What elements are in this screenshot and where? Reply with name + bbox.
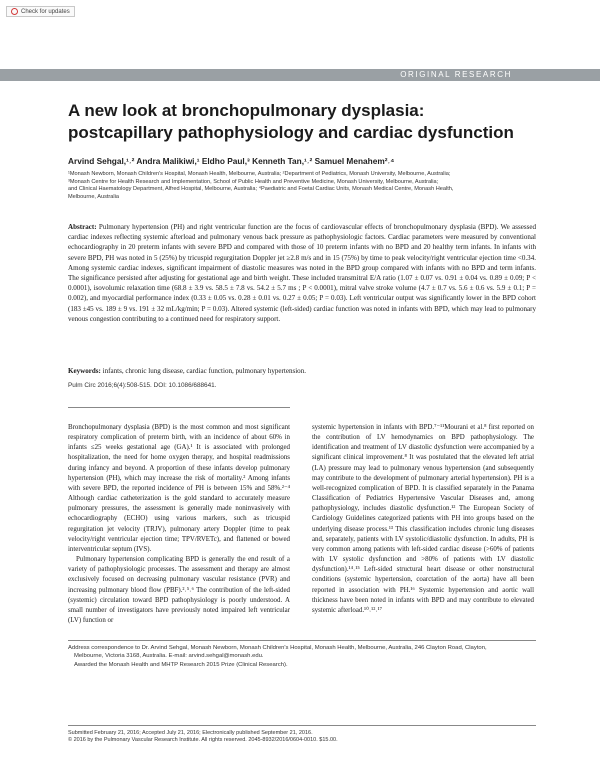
keywords-label: Keywords: [68,367,101,375]
affiliation-line: and Clinical Haematology Department, Alfred Hospital, Melbourne, Australia; ⁴Paediatric and Foetal Cardiac Units, Monash Medical Centre, Monash Health, [68,186,454,193]
divider [68,640,536,641]
correspondence-line: Address correspondence to Dr. Arvind Sehgal, Monash Newborn, Monash Children's Hospital, Monash Health, Melbourne, Australia, 246 Clayton Road, Clayton, [68,645,487,651]
keywords-text: infants, chronic lung disease, cardiac function, pulmonary hypertension. [102,367,306,375]
abstract [68,222,536,324]
citation: Pulm Circ 2016;6(4):508-515. DOI: 10.1086/688641. [68,382,217,389]
affiliation-line: ¹Monash Newborn, Monash Children's Hospital, Monash Health, Melbourne, Australia; ²Department of Pediatrics, Monash University, Melbourne, Australia; [68,171,451,177]
correspondence-line: Awarded the Monash Health and MHTP Research 2015 Prize (Clinical Research). [74,661,288,668]
abstract-label: Abstract: [68,223,97,231]
section-bar [0,69,600,81]
body-paragraph: Pulmonary hypertension complicating BPD is generally the end result of a variety of pathophysiologic processes. The assessment and therapy are almost exclusively focused on decreasing pulmonary vascular resistance (PVR) and increasing pulmonary blood flow (PBF).²˒⁵˒⁶ The contribution of the left-sided (systemic) circulation toward BPD pathophysiology is poorly understood. A small number of investigators have previously noted impaired left ventricular (LV) function or [68,556,290,624]
affiliation-line: ³Monash Centre for Health Research and Implementation, School of Public Health and Preventive Medicine, Monash University, Melbourne, Australia; [68,178,439,185]
abstract-text: Pulmonary hypertension (PH) and right ventricular function are the focus of cardiovascular effects of bronchopulmonary dysplasia (BPD). We assessed cardiac indexes reflecting systemic afterload and pulmonary venous back pressure as pathophysiologic factors. Cardiac parameters were measured by conventional echocardiography in 20 preterm infants with severe BPD and compared with those of 10 preterm infants with no BPD and 20 healthy term infants. In infants with severe BPD, PH was noted in 5 (25%) by tricuspid regurgitation Doppler jet ≥2.8 m/s and in 15 (75%) by time to peak velocity/right ventricular ejection time <0.34. Among systemic cardiac indexes, significant impairment of diastolic measures was noted in the BPD group compared with infants with no BPD and term infants. The significance persisted after adjusting for gestational age and birth weight. These included transmitral E/A ratio (1.07 ± 0.07 vs. 0.91 ± 0.04 vs. 0.89 ± 0.09; P < 0.0001), isovolumic relaxation time (68.8 ± 3.9 vs. 58.5 ± 7.8 vs. 54.2 ± 5.7 ms ; P < 0.0001), mitral valve stroke volume (4.7 ± 0.7 vs. 5.6 ± 0.6 vs. 5.9 ± 0.1; P = 0.002), and myocardial performance index (0.33 ± 0.05 vs. 0.28 ± 0.01 vs. 0.27 ± 0.05; P = 0.03). Left ventricular output was significantly lower in the BPD cohort (183 ±45 vs. 189 ± 9 vs. 191 ± 32 mL/kg/min; P = 0.03). Altered systemic (left-sided) cardiac function was noted in infants with BPD, which may lead to pulmonary venous congestion contributing to a continued need for respiratory support. [68,223,537,323]
body-column-left [68,423,290,626]
section-label: ORIGINAL RESEARCH [400,70,512,79]
divider [68,407,290,408]
affiliations [68,171,538,201]
crossmark-icon [11,8,18,15]
publication-footnote [68,730,538,745]
divider [68,725,536,726]
keywords [68,367,536,375]
correspondence-line: Melbourne, Victoria 3168, Australia. E-mail: arvind.sehgal@monash.edu. [74,653,264,660]
correspondence [68,644,536,669]
affiliation-line: Melbourne, Australia [68,193,119,200]
body-paragraph: systemic hypertension in infants with BPD.⁷⁻¹¹Mourani et al.⁸ first reported on the contribution of LV hemodynamics on BPD pathophysiology. The identification and treatment of LV diastolic dysfunction were accompanied by a significant clinical improvement.⁸ It was postulated that the elevated left atrial (LA) pressure may lead to pulmonary venous hypertension (and subsequently may contribute to the development of pulmonary arterial hypertension). PH is a well-recognized complication of BPD. It is classified separately in the Panama Classification of Pediatrics Hypertensive Vascular Diseases and, among pathophysiology, includes diastolic dysfunction.¹² The European Society of Cardiology Guidelines categorized patients with PH into groups based on the underlying disease process.¹³ This classification includes chronic lung diseases and, separately, patients with LV systolic/diastolic dysfunction. In adults, PH is very common among patients with left-sided cardiac disease (>60% of patients with LV systolic dysfunction and >80% of patients with LV diastolic dysfunction).¹⁴˒¹⁵ Left-sided structural heart disease or other nonstructural conditions (systemic hypertension, coarctation of the aorta) have all been reported in association with PH.¹⁶ Systemic hypertension and aortic wall thickness have been noted in infants with BPD and may contribute to elevated systemic afterload.¹⁰˒¹²˒¹⁷ [312,424,534,614]
footnote-line: Submitted February 21, 2016; Accepted July 21, 2016; Electronically published September 21, 2016. [68,730,313,736]
title-line-1: A new look at bronchopulmonary dysplasia: [68,101,425,120]
title-line-2: postcapillary pathophysiology and cardiac dysfunction [68,123,514,142]
body-column-right [312,423,534,616]
article-title [68,100,538,144]
authors: Arvind Sehgal,¹˒² Andra Malikiwi,¹ Eldho Paul,³ Kenneth Tan,¹˒² Samuel Menahem²˒⁴ [68,156,395,166]
footnote-line: © 2016 by the Pulmonary Vascular Research Institute. All rights reserved. 2045-8932/2016/0604-0010. $15.00. [68,737,338,744]
check-for-updates-badge[interactable] [6,6,75,17]
body-paragraph: Bronchopulmonary dysplasia (BPD) is the most common and most significant respiratory complication of preterm birth, with an incidence of about 60% in infants ≤25 weeks gestational age (GA).¹ It is associated with prolonged hospitalization, the need for home oxygen therapy, and hospital readmissions during infancy and beyond. A proportion of these infants develop pulmonary hypertension (PH), which may increase the risk of mortality.² Among infants with severe BPD, the reported incidence of PH is between 15% and 58%.²⁻⁴ Although cardiac catheterization is the gold standard to accurately measure pulmonary pressures, the assessment is generally made noninvasively with echocardiography (ECHO) using various markers, such as tricuspid regurgitation jet velocity (TRJV), pulmonary artery Doppler (time to peak velocity/right ventricular ejection time; TPV/RVETc), and flattened or bowed interventricular septum (IVS). [68,424,290,553]
check-for-updates-label: Check for updates [21,8,70,15]
